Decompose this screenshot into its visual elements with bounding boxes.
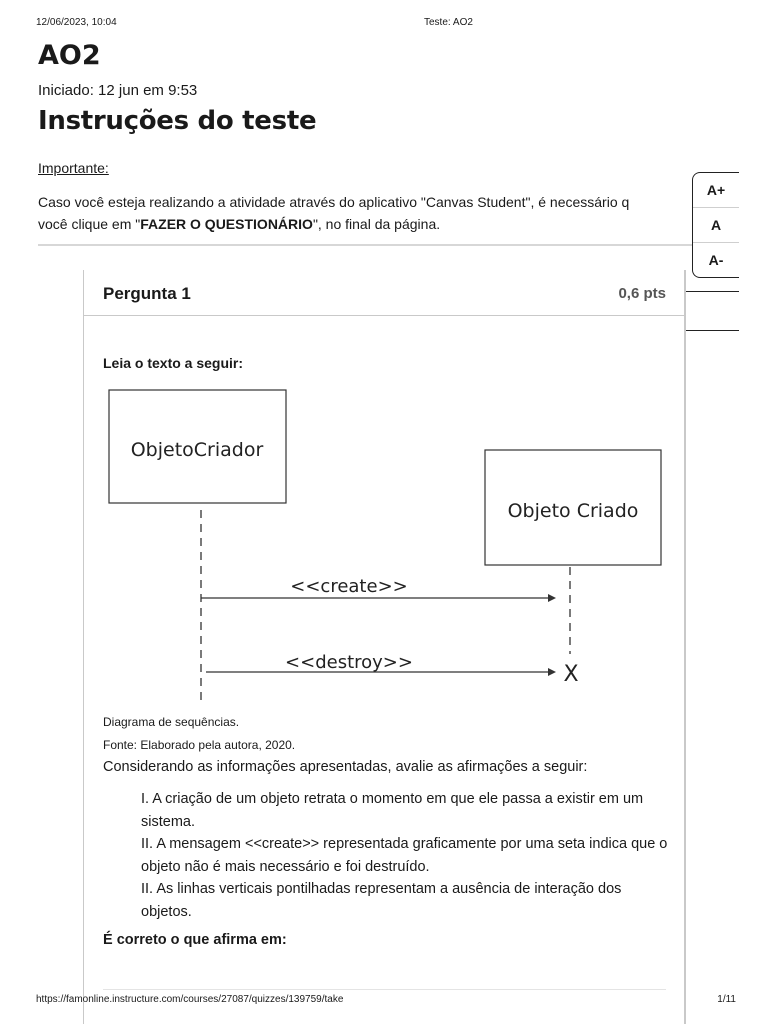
question-card <box>83 270 686 1024</box>
font-decrease-button[interactable]: A- <box>708 252 724 268</box>
statement-1: I. A criação de um objeto retrata o momento em que ele passa a existir em um sistema. <box>141 791 644 830</box>
question-header <box>84 270 684 316</box>
created-label: Objeto Criado <box>507 500 639 522</box>
question-ask: É correto o que afirma em: <box>103 932 287 948</box>
font-normal-button[interactable]: A <box>693 208 739 243</box>
started-at: Iniciado: 12 jun em 9:53 <box>38 82 198 99</box>
instructions-emphasis: FAZER O QUESTIONÁRIO <box>140 216 313 232</box>
diagram-source: Fonte: Elaborado pela autora, 2020. <box>103 738 296 752</box>
create-arrowhead <box>548 594 556 602</box>
statement-2: II. A mensagem <<create>> representada graficamente por uma seta indica que o objeto não é mais necessário e foi destruído. <box>141 836 668 875</box>
instructions-title: Instruções do teste <box>38 106 317 136</box>
sequence-diagram <box>94 384 674 706</box>
instructions-text <box>38 191 688 235</box>
creator-label: ObjetoCriador <box>130 439 264 461</box>
instructions-line-1: Caso você esteja realizando a atividade através do aplicativo "Canvas Student", é necessário q <box>38 194 630 210</box>
destroy-message-label: <<destroy>> <box>285 652 413 673</box>
font-size-controls <box>692 172 739 278</box>
print-datetime: 12/06/2023, 10:04 <box>36 17 117 28</box>
statement-3: II. As linhas verticais pontilhadas representam a ausência de interação dos objetos. <box>141 881 622 920</box>
print-header <box>0 17 768 31</box>
instructions-line-2-post: ", no final da página. <box>312 216 441 232</box>
print-url: https://famonline.instructure.com/courses/27087/quizzes/139759/take <box>36 994 344 1005</box>
font-increase-button[interactable]: A+ <box>693 173 739 208</box>
print-footer <box>0 994 768 1008</box>
print-page-count: 1/11 <box>717 994 736 1005</box>
instructions-line-2-pre: você clique em " <box>38 216 141 232</box>
create-message-label: <<create>> <box>290 576 408 597</box>
important-label: Importante: <box>38 160 109 176</box>
answers-divider <box>103 989 666 990</box>
question-points: 0,6 pts <box>618 285 666 302</box>
destroy-arrowhead <box>548 668 556 676</box>
question-name: Pergunta 1 <box>103 284 191 303</box>
print-page-title: Teste: AO2 <box>424 17 473 28</box>
section-divider <box>38 244 732 246</box>
instructions-line-2 <box>38 213 688 235</box>
question-prompt: Considerando as informações apresentadas, avalie as afirmações a seguir: <box>103 759 588 775</box>
question-intro: Leia o texto a seguir: <box>103 355 244 371</box>
destroy-mark-icon: X <box>563 662 579 687</box>
quiz-title: AO2 <box>38 40 101 71</box>
statement-list <box>141 788 671 923</box>
diagram-caption: Diagrama de sequências. <box>103 715 240 729</box>
